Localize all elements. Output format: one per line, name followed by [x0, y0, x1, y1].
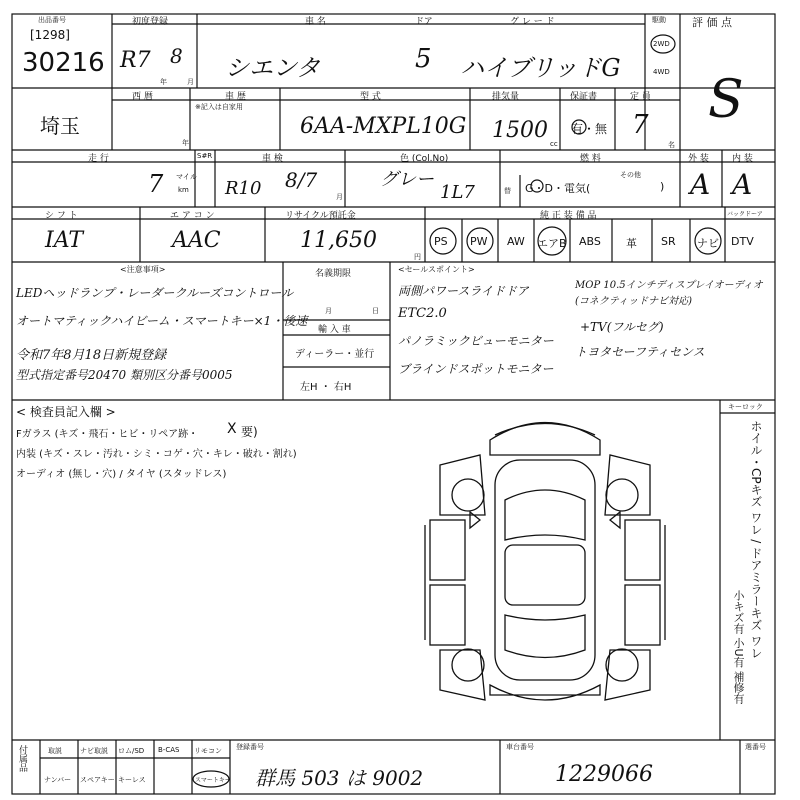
type-value: 6AA-MXPL10G [300, 114, 467, 139]
name-label: 車 名 [305, 17, 326, 27]
sales-line-4: ブラインドスポットモニター [398, 362, 554, 376]
attention-line-1: LEDヘッドランプ・レーダークルーズコントロール [16, 286, 294, 300]
acc-manual: 取説 [48, 747, 62, 755]
drive-4wd: 4WD [653, 68, 670, 76]
fuel-other: その他 [620, 171, 641, 179]
import-dealer: ディーラー・並行 [295, 349, 375, 360]
equip-navi: ナビ [697, 237, 719, 250]
equip-ps: PS [434, 235, 448, 248]
equip-abs: ABS [579, 235, 601, 248]
attention-line-3: 令和7年8月18日新規登録 [16, 348, 167, 363]
sales-line-3: パノラミックビューモニター [398, 334, 554, 348]
mileage-unit-km: km [178, 186, 189, 194]
glass-line: Fガラス (キズ・飛石・ヒビ・リペア跡・ [16, 429, 199, 440]
capacity-value: 7 [632, 110, 649, 140]
cc-value: 1500 [492, 118, 548, 143]
glass-x: X [227, 421, 237, 437]
fuel-label: 燃 料 [580, 154, 601, 164]
warranty-value: 有・無 [571, 122, 608, 136]
lot-sub: [1298] [30, 28, 70, 42]
capacity-label: 定 員 [630, 92, 651, 102]
term-month: 月 [325, 307, 332, 315]
import-label: 輸 入 車 [318, 325, 351, 335]
odometer-label: S#R [197, 152, 213, 160]
type-label: 型 式 [360, 92, 381, 102]
capacity-unit: 名 [668, 141, 675, 149]
equip-dtv: DTV [731, 235, 754, 248]
recycle-label: リサイクル預託金 [285, 211, 356, 221]
acc-keyless: キーレス [118, 776, 146, 784]
grade-label: グ レ ー ド [510, 17, 555, 27]
color-swap-label: 替 [504, 187, 511, 195]
car-diagram [425, 423, 665, 701]
reg-label: 初度登録 [132, 17, 169, 27]
term-label: 名義期限 [315, 269, 352, 279]
ac-value: AAC [172, 228, 221, 253]
color-label: 色 (Col.No) [400, 154, 449, 164]
stamp-label: 選番号 [745, 743, 766, 751]
warranty-label: 保証書 [570, 92, 598, 102]
reg-month: 8 [170, 44, 183, 68]
acc-bcas: B-CAS [158, 746, 180, 754]
equip-sr: SR [661, 235, 676, 248]
ac-label: エ ア コ ン [170, 211, 215, 221]
fuel-options: G・D・電気( [525, 182, 591, 195]
plate-label: 登録番号 [236, 743, 264, 751]
year-label: 西 暦 [132, 92, 153, 102]
glass-need: 要) [241, 425, 258, 439]
exterior-label: 外 装 [688, 154, 709, 164]
score-label: 評 価 点 [692, 16, 732, 29]
history-note: ※記入は自家用 [195, 103, 243, 111]
color-code: 1L7 [440, 182, 475, 203]
cc-unit: cc [550, 140, 558, 148]
recycle-unit: 円 [414, 253, 421, 261]
car-name: シエンタ [225, 54, 321, 82]
extra-line-1: MOP 10.5インチディスプレイオーディオ(コネクティッドナビ対応) [575, 280, 763, 307]
exterior-value: A [690, 168, 711, 201]
door-label: ドア [415, 17, 433, 27]
acc-navi-manual: ナビ取説 [80, 747, 108, 755]
extra-line-2: +TV(フルセグ) [580, 320, 664, 334]
sales-line-1: 両側パワースライドドア [398, 284, 529, 298]
keylock-label: キーロック [728, 403, 763, 411]
inspection-date: 8/7 [285, 168, 318, 192]
extra-line-3: トヨタセーフティセンス [575, 345, 705, 359]
equip-pw: PW [470, 235, 488, 248]
sales-label: <セールスポイント> [398, 265, 475, 274]
audio-line: オーディオ (無し・穴) / タイヤ (スタッドレス) [16, 469, 227, 480]
interior-label: 内 装 [732, 154, 753, 164]
score-value: S [708, 70, 744, 130]
equip-airbag: エアB [537, 237, 567, 250]
shift-value: IAT [45, 228, 84, 253]
mileage-label: 走 行 [88, 154, 109, 164]
side-note-1: ホイル・CPキズ ワレ / ドアミラーキズ ワレ [749, 420, 763, 659]
equip-leather: 革 [626, 237, 637, 250]
side-note-2: 小キズ有 小U有 補修有 [732, 590, 745, 705]
reg-month-unit: 月 [187, 78, 194, 86]
equipment-label: 純 正 装 備 品 [540, 211, 597, 221]
drive-label: 駆動 [652, 16, 666, 24]
drive-2wd: 2WD [653, 40, 670, 48]
attention-line-2: オートマティックハイビーム・スマートキー×1・後速 [16, 314, 308, 328]
import-handle: 左H ・ 右H [300, 382, 352, 393]
acc-spare-key: スペアキー [80, 776, 115, 784]
equip-aw: AW [507, 235, 525, 248]
attention-label: <注意事項> [120, 265, 166, 274]
mileage-unit-mile: マイル [176, 173, 197, 181]
acc-number: ナンバー [44, 776, 72, 784]
year-unit: 年 [182, 139, 189, 147]
reg-year-unit: 年 [160, 78, 167, 86]
reg-year: R7 [120, 48, 151, 73]
color-value: グレー [380, 169, 434, 190]
equipment-circles [193, 35, 721, 787]
chassis-value: 1229066 [555, 762, 653, 787]
shift-label: シ フ ト [45, 211, 78, 221]
attention-line-4: 型式指定番号20470 類別区分番号0005 [16, 368, 233, 382]
region-value: 埼玉 [40, 114, 80, 138]
acc-remote: リモコン [194, 747, 222, 755]
plate-value: 群馬 503 は 9002 [255, 766, 424, 790]
door-value: 5 [415, 44, 432, 74]
chassis-label: 車台番号 [506, 743, 534, 751]
inspection-era: R10 [225, 178, 262, 199]
acc-rom: ロム/SD [118, 747, 145, 755]
sales-line-2: ETC2.0 [398, 306, 447, 321]
lot-label: 出品番号 [38, 16, 66, 24]
grade-value: ハイブリッドG [460, 54, 621, 82]
inspection-unit: 月 [336, 193, 343, 201]
fuel-close: ) [660, 180, 665, 193]
interior-line: 内装 (キズ・スレ・汚れ・シミ・コゲ・穴・キレ・破れ・割れ) [16, 449, 297, 460]
accessory-label: 付属品 [17, 745, 27, 772]
term-day: 日 [372, 307, 379, 315]
acc-smart-key: スマートキー [195, 777, 231, 784]
inspection-label: 車 検 [262, 154, 283, 164]
cc-label: 排気量 [492, 92, 520, 102]
inspection-label: < 検査員記入欄 > [16, 405, 116, 419]
interior-value: A [732, 168, 753, 201]
history-label: 車 歴 [225, 92, 246, 102]
lot-number: 30216 [22, 48, 105, 78]
baggage-label: バックドーア [727, 211, 763, 218]
mileage-value: 7 [148, 170, 164, 198]
recycle-value: 11,650 [300, 228, 377, 253]
